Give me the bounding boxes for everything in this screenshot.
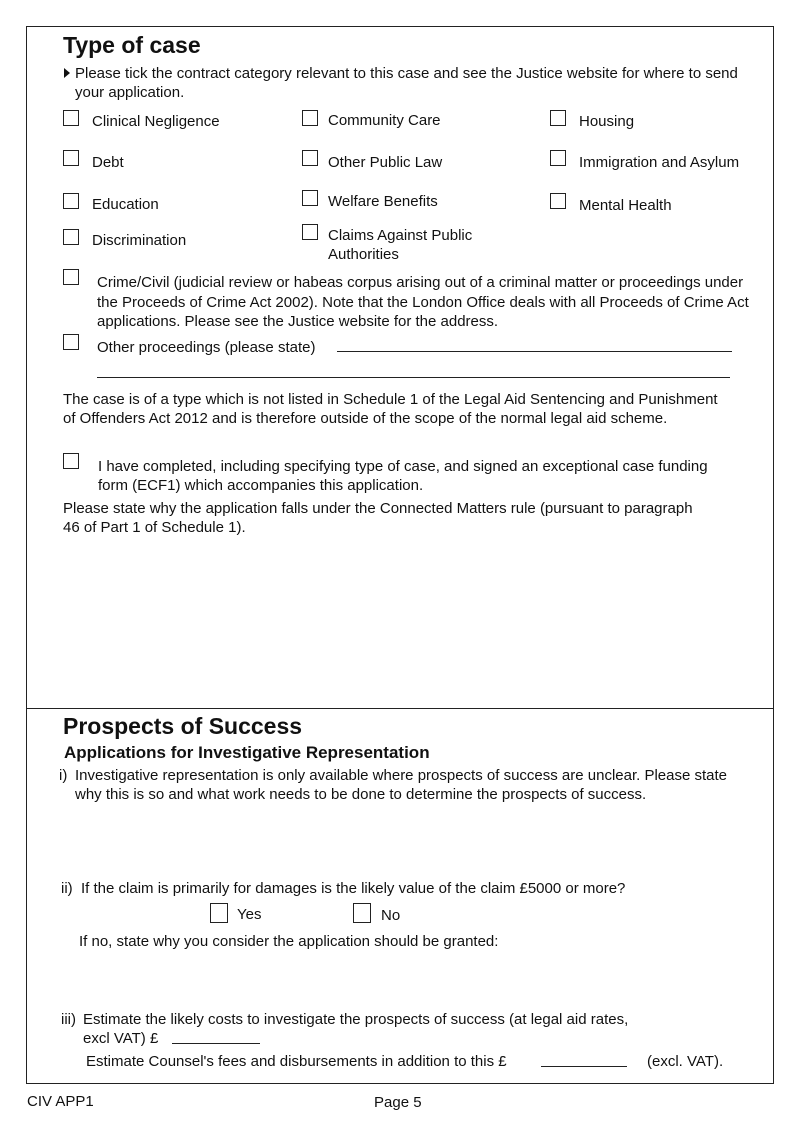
question-1-text: Investigative representation is only available where prospects of success are unclear. Please state why this is so and what work needs to be done to determine the prospects of success. [75, 767, 728, 803]
type-of-case-instruction: Please tick the contract category relevant to this case and see the Justice website for where to send your application. [75, 65, 738, 101]
checkbox-crime-civil[interactable] [63, 269, 79, 285]
other-proceedings-input-line-1[interactable] [337, 351, 732, 352]
counsel-fees-input[interactable] [541, 1066, 627, 1067]
label-other-public-law: Other Public Law [328, 154, 443, 171]
label-immigration-asylum: Immigration and Asylum [579, 154, 740, 171]
counsel-fees-label: Estimate Counsel's fees and disbursements in addition to this £ [86, 1053, 507, 1070]
checkbox-ecf1[interactable] [63, 453, 79, 469]
checkbox-discrimination[interactable] [63, 229, 79, 245]
label-yes: Yes [237, 906, 262, 923]
page-number: Page 5 [374, 1094, 422, 1111]
label-mental-health: Mental Health [579, 197, 672, 214]
question-2-answer-area[interactable] [63, 955, 753, 1005]
label-crime-civil: Crime/Civil (judicial review or habeas corpus arising out of a criminal matter or proceedings under the Proceeds of Crime Act 2002). Note that the London Office deals with all Proceeds of Crime Act applications. Please see the Justice website for the address. [97, 274, 749, 330]
checkbox-other-public-law[interactable] [302, 150, 318, 166]
schedule-note: The case is of a type which is not listed in Schedule 1 of the Legal Aid Sentencing and Punishment of Offenders Act 2012 and is therefore outside of the scope of the normal legal aid scheme. [63, 391, 718, 427]
prospects-title: Prospects of Success [63, 713, 303, 739]
question-3-line-1: Estimate the likely costs to investigate the prospects of success (at legal aid rates, [83, 1011, 629, 1028]
checkbox-other-proceedings[interactable] [63, 334, 79, 350]
question-2-text: If the claim is primarily for damages is the likely value of the claim £5000 or more? [81, 880, 626, 897]
checkbox-immigration-asylum[interactable] [550, 150, 566, 166]
label-clinical-negligence: Clinical Negligence [92, 113, 220, 130]
connected-matters-question: Please state why the application falls under the Connected Matters rule (pursuant to paragraph 46 of Part 1 of Schedule 1). [63, 500, 693, 536]
label-other-proceedings: Other proceedings (please state) [97, 339, 316, 356]
bullet-arrow-icon [64, 68, 70, 78]
label-community-care: Community Care [328, 112, 441, 129]
question-1-answer-area[interactable] [63, 825, 753, 875]
label-welfare-benefits: Welfare Benefits [328, 193, 438, 210]
checkbox-education[interactable] [63, 193, 79, 209]
prospects-subtitle: Applications for Investigative Representation [64, 743, 430, 762]
label-education: Education [92, 196, 159, 213]
type-of-case-title: Type of case [63, 32, 201, 58]
label-debt: Debt [92, 154, 124, 171]
question-3-line-2: excl VAT) £ [83, 1030, 159, 1047]
checkbox-clinical-negligence[interactable] [63, 110, 79, 126]
checkbox-no[interactable] [353, 903, 371, 923]
question-2-number: ii) [61, 880, 73, 897]
checkbox-mental-health[interactable] [550, 193, 566, 209]
checkbox-welfare-benefits[interactable] [302, 190, 318, 206]
checkbox-housing[interactable] [550, 110, 566, 126]
question-2-followup: If no, state why you consider the application should be granted: [79, 933, 499, 950]
label-housing: Housing [579, 113, 635, 130]
connected-matters-answer-area[interactable] [63, 540, 753, 700]
checkbox-claims-against-public-authorities[interactable] [302, 224, 318, 240]
label-claims-against-public-authorities: Claims Against Public Authorities [328, 227, 473, 263]
counsel-fees-suffix: (excl. VAT). [647, 1053, 724, 1070]
checkbox-community-care[interactable] [302, 110, 318, 126]
label-no: No [381, 907, 401, 924]
label-ecf1: I have completed, including specifying type of case, and signed an exceptional case funding form (ECF1) which accompanies this application. [98, 458, 708, 494]
checkbox-debt[interactable] [63, 150, 79, 166]
question-1-number: i) [59, 767, 68, 784]
form-code: CIV APP1 [27, 1093, 94, 1110]
investigation-cost-input[interactable] [172, 1043, 260, 1044]
label-discrimination: Discrimination [92, 232, 187, 249]
checkbox-yes[interactable] [210, 903, 228, 923]
question-3-number: iii) [61, 1011, 76, 1028]
other-proceedings-input-line-2[interactable] [97, 377, 730, 378]
